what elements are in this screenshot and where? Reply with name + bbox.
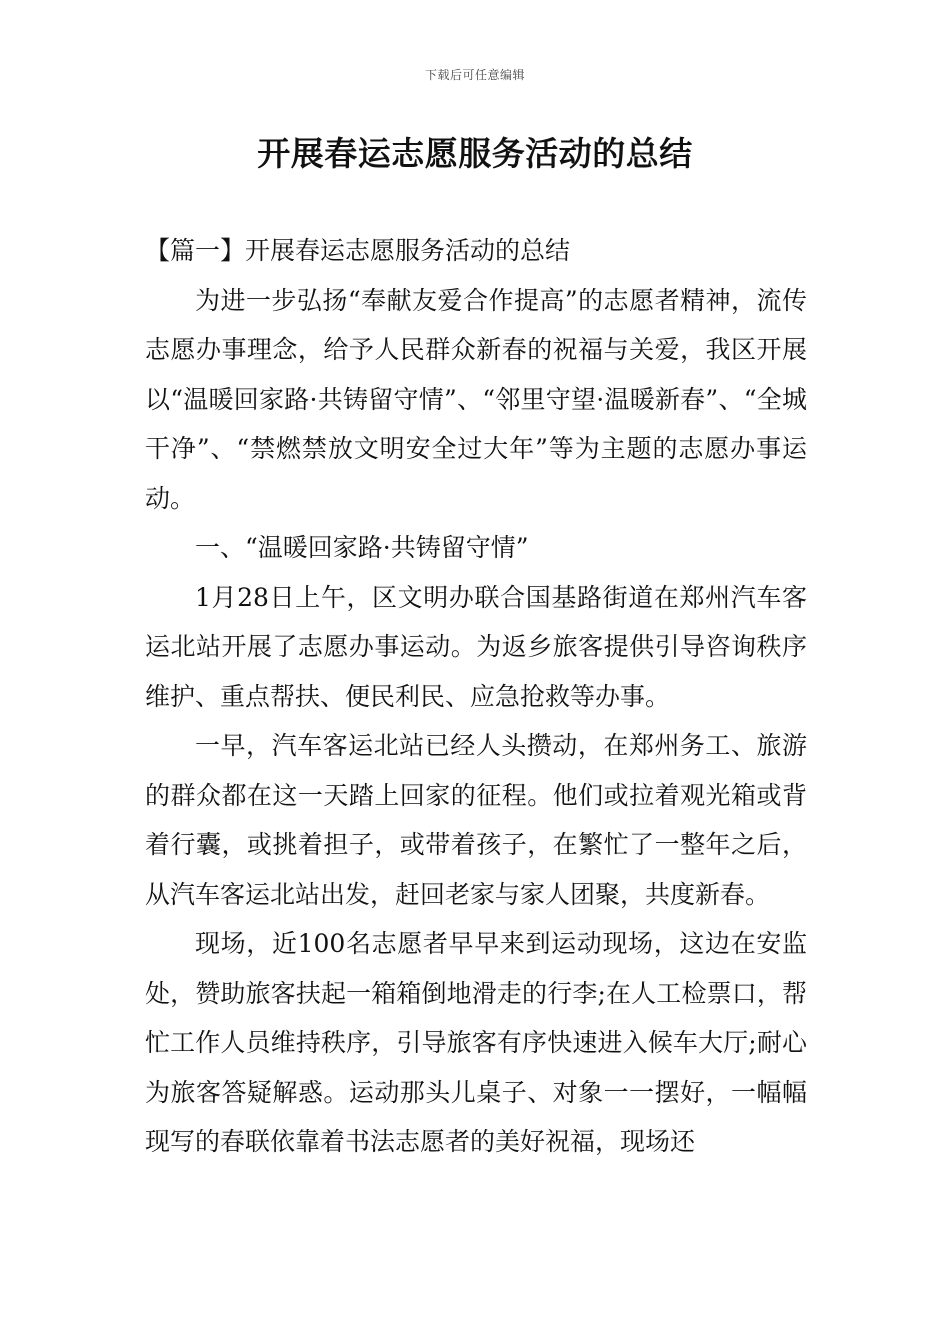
paragraph: 现场，近100名志愿者早早来到运动现场，这边在安监处，赞助旅客扶起一箱箱倒地滑走的行李;在人工检票口，帮忙工作人员维持秩序，引导旅客有序快速进入候车大厅;耐心为旅客答疑解惑。运动那头儿桌子、对象一一摆好，一幅幅现写的春联依靠着书法志愿者的美好祝福，现场还 <box>145 929 807 1156</box>
paragraph: 1月28日上午，区文明办联合国基路街道在郑州汽车客运北站开展了志愿办事运动。为返乡旅客提供引导咨询秩序维护、重点帮扶、便民利民、应急抢救等办事。 <box>145 582 807 711</box>
header-note: 下载后可任意编辑 <box>424 68 525 82</box>
paragraph: 一早，汽车客运北站已经人头攒动，在郑州务工、旅游的群众都在这一天踏上回家的征程。他们或拉着观光箱或背着行囊，或挑着担子，或带着孩子，在繁忙了一整年之后，从汽车客运北站出发，赶回老家与家人团聚，共度新春。 <box>145 731 807 909</box>
paragraph: 为进一步弘扬“奉献友爱合作提高”的志愿者精神，流传志愿办事理念，给予人民群众新春的祝福与关爱，我区开展以“温暖回家路·共铸留守情”、“邻里守望·温暖新春”、“全城干净”、“禁燃禁放文明安全过大年”等为主题的志愿办事运动。 <box>145 285 807 513</box>
section-subtitle: 【篇一】开展春运志愿服务活动的总结 <box>145 236 571 265</box>
document-title: 开展春运志愿服务活动的总结 <box>257 134 693 173</box>
section-heading: 一、“温暖回家路·共铸留守情” <box>195 533 529 562</box>
document-body <box>145 226 807 1167</box>
